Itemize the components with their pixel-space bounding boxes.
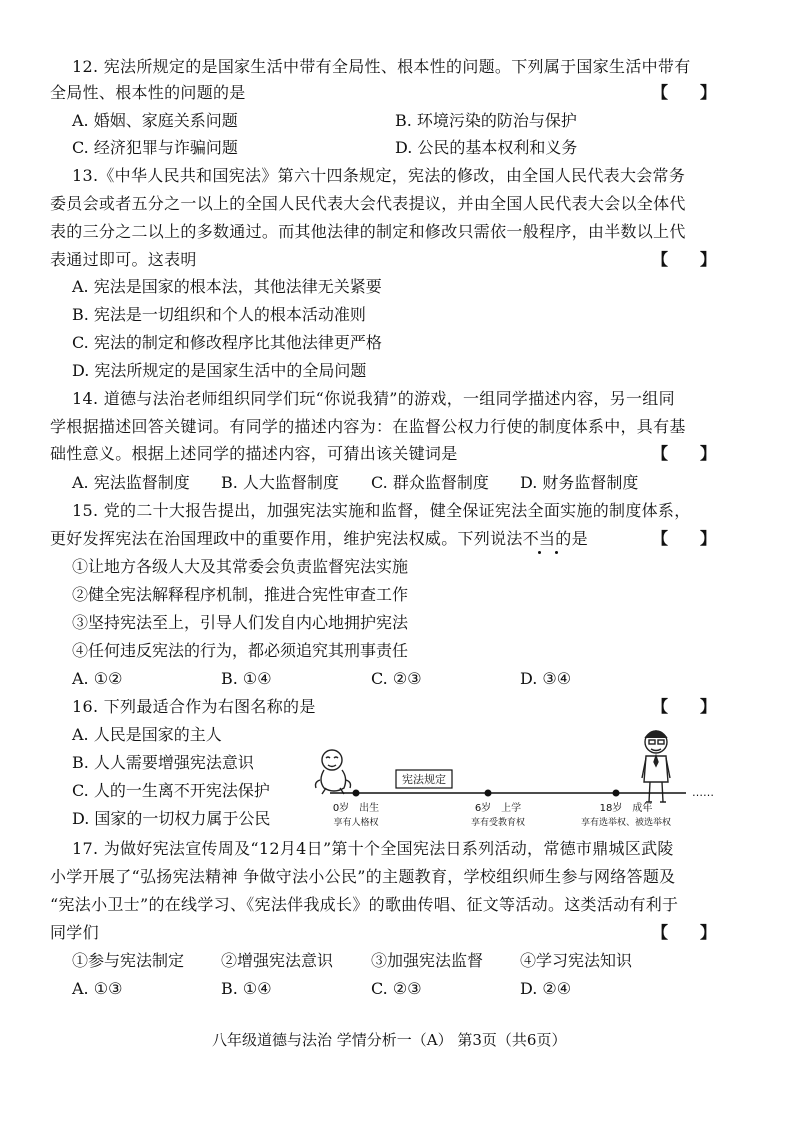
- q17-item-1: ①参与宪法制定: [72, 951, 185, 970]
- q17-item-4: ④学习宪法知识: [520, 951, 633, 970]
- q12-option-b: B. 环境污染的防治与保护: [395, 111, 577, 130]
- q15-option-a: A. ①②: [72, 669, 123, 688]
- q15-item-2: ②健全宪法解释程序机制，推进合宪性审查工作: [72, 585, 409, 604]
- q17-option-a: A. ①③: [72, 979, 123, 998]
- q13-stem-line-1: 13.《中华人民共和国宪法》第六十四条规定，宪法的修改，由全国人民代表大会常务: [72, 166, 686, 185]
- q17-option-c: C. ②③: [371, 979, 422, 998]
- q17-stem-line-4: 同学们: [50, 923, 99, 942]
- q15-stem-line-1: 15. 党的二十大报告提出，加强宪法实施和监督，健全保证宪法全面实施的制度体系，: [72, 501, 691, 520]
- q16-option-c: C. 人的一生离不开宪法保护: [72, 781, 270, 800]
- q13-stem-line-2: 委员会或者五分之一以上的全国人民代表大会代表提议，并由全国人民代表大会以全体代: [50, 194, 686, 213]
- q14-answer-bracket: 【 】: [652, 444, 717, 463]
- q17-item-2: ②增强宪法意识: [221, 951, 334, 970]
- q14-option-c: C. 群众监督制度: [371, 473, 489, 492]
- milestone-0-age: 0岁 出生: [332, 803, 380, 814]
- q15-option-c: C. ②③: [371, 669, 422, 688]
- adult-illustration: [642, 731, 670, 802]
- q14-option-a: A. 宪法监督制度: [72, 473, 190, 492]
- q16-answer-bracket: 【 】: [652, 697, 717, 716]
- milestone-0-desc: 享有人格权: [333, 818, 379, 828]
- q12-option-d: D. 公民的基本权利和义务: [395, 138, 578, 157]
- q13-option-a: A. 宪法是国家的根本法，其他法律无关紧要: [72, 277, 382, 296]
- q12-stem-line-1: 12. 宪法所规定的是国家生活中带有全局性、根本性的问题。下列属于国家生活中带有: [72, 57, 691, 76]
- baby-illustration: [316, 750, 351, 794]
- emphasis-dot: [555, 551, 558, 554]
- q15-option-d: D. ③④: [520, 669, 572, 688]
- q14-stem-line-1: 14. 道德与法治老师组织同学们玩“你说我猜”的游戏，一组同学描述内容，另一组同: [72, 389, 675, 408]
- q13-stem-line-3: 表的三分之二以上的多数通过。而其他法律的制定和修改只需依一般程序，由半数以上代: [50, 222, 686, 241]
- q13-option-c: C. 宪法的制定和修改程序比其他法律更严格: [72, 333, 382, 352]
- q13-stem-line-4: 表通过即可。这表明: [50, 250, 197, 269]
- milestone-6-age: 6岁 上学: [474, 803, 522, 814]
- q14-stem-line-2: 学根据描述回答关键词。有同学的描述内容为：在监督公权力行使的制度体系中，具有基: [50, 417, 686, 436]
- q12-option-a: A. 婚姻、家庭关系问题: [72, 111, 238, 130]
- q16-option-b: B. 人人需要增强宪法意识: [72, 753, 254, 772]
- milestone-6-desc: 享有受教育权: [470, 818, 526, 828]
- q13-option-d: D. 宪法所规定的是国家生活中的全局问题: [72, 361, 367, 380]
- q15-item-4: ④任何违反宪法的行为，都必须追究其刑事责任: [72, 641, 409, 660]
- page-footer: 八年级道德与法治 学情分析一（A） 第3页（共6页）: [212, 1031, 567, 1049]
- q15-item-3: ③坚持宪法至上，引导人们发自内心地拥护宪法: [72, 613, 409, 632]
- q12-option-c: C. 经济犯罪与诈骗问题: [72, 138, 238, 157]
- q17-option-d: D. ②④: [520, 979, 572, 998]
- life-stages-figure: [290, 720, 720, 832]
- q17-stem-line-3: “宪法小卫士”的在线学习、《宪法伴我成长》的歌曲传唱、征文等活动。这类活动有利于: [50, 895, 679, 914]
- q17-item-3: ③加强宪法监督: [371, 951, 484, 970]
- q16-stem-line-1: 16. 下列最适合作为右图名称的是: [72, 697, 316, 716]
- figure-box-label: 宪法规定: [402, 773, 446, 786]
- milestone-18-desc: 享有选举权、被选举权: [580, 818, 672, 828]
- q12-stem-line-2: 全局性、根本性的问题的是: [50, 83, 246, 102]
- q16-option-d: D. 国家的一切权力属于公民: [72, 809, 271, 828]
- milestone-18-age: 18岁 成年: [599, 803, 653, 814]
- q15-option-b: B. ①④: [221, 669, 272, 688]
- timeline-ellipsis: ……: [692, 786, 714, 799]
- q17-answer-bracket: 【 】: [652, 923, 717, 942]
- q14-option-b: B. 人大监督制度: [221, 473, 339, 492]
- q15-stem-line-2: 更好发挥宪法在治国理政中的重要作用，维护宪法权威。下列说法不当的是: [50, 529, 588, 548]
- q17-stem-line-1: 17. 为做好宪法宣传周及“12月4日”第十个全国宪法日系列活动，常德市鼎城区武陵: [72, 839, 674, 858]
- q14-stem-line-3: 础性意义。根据上述同学的描述内容，可猜出该关键词是: [50, 444, 458, 463]
- q16-option-a: A. 人民是国家的主人: [72, 725, 222, 744]
- q12-answer-bracket: 【 】: [652, 83, 717, 102]
- q13-option-b: B. 宪法是一切组织和个人的根本活动准则: [72, 305, 366, 324]
- q15-answer-bracket: 【 】: [652, 529, 717, 548]
- q14-option-d: D. 财务监督制度: [520, 473, 639, 492]
- q15-item-1: ①让地方各级人大及其常委会负责监督宪法实施: [72, 557, 409, 576]
- q13-answer-bracket: 【 】: [652, 250, 717, 269]
- emphasis-dot: [538, 551, 541, 554]
- q17-option-b: B. ①④: [221, 979, 272, 998]
- q17-stem-line-2: 小学开展了“弘扬宪法精神 争做守法小公民”的主题教育，学校组织师生参与网络答题及: [50, 867, 676, 886]
